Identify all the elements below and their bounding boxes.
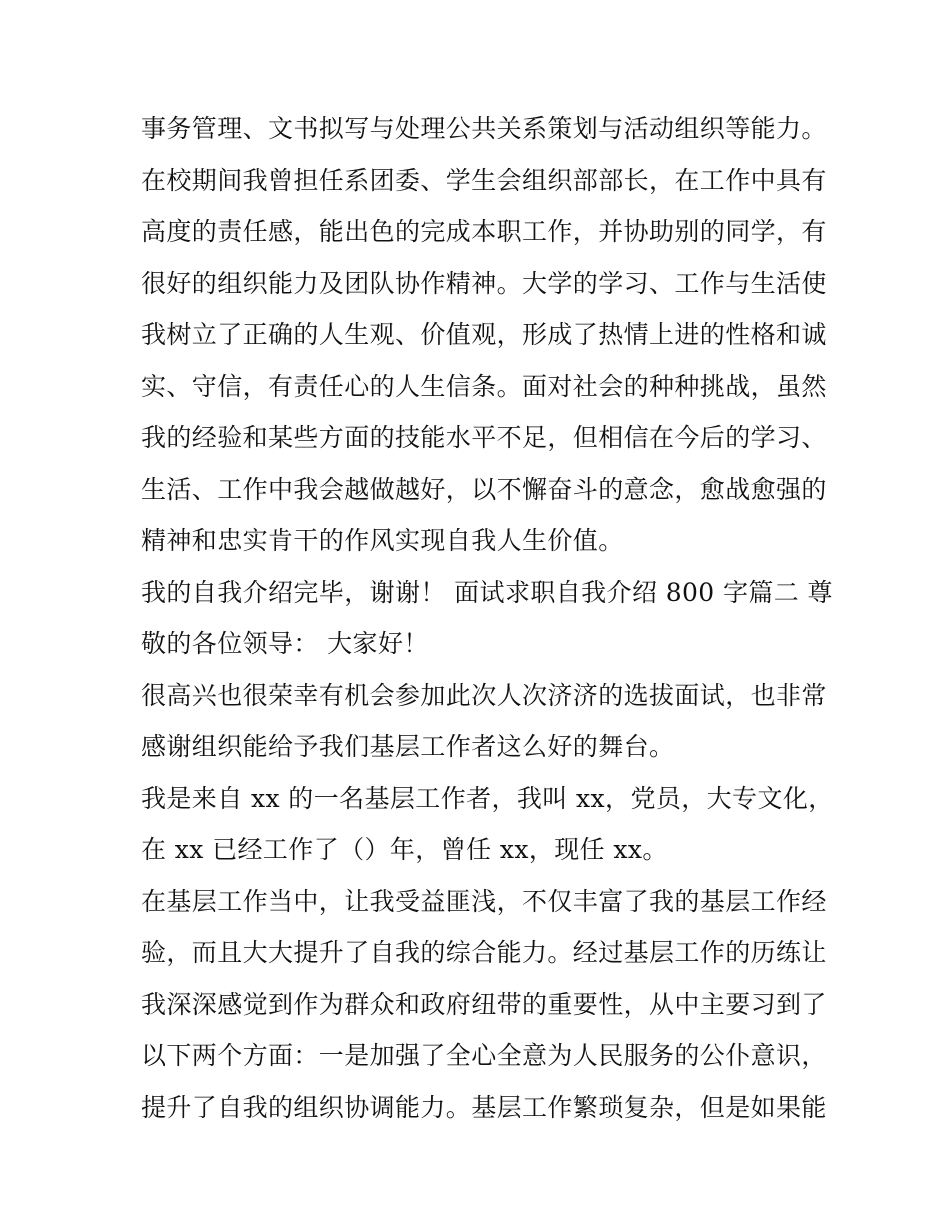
text-line: 我是来自 xx 的一名基层工作者，我叫 xx，党员，大专文化，: [141, 783, 834, 813]
text-line: 以下两个方面：一是加强了全心全意为人民服务的公仆意识，: [141, 1041, 827, 1070]
text-line: 事务管理、文书拟写与处理公共关系策划与活动组织等能力。: [141, 114, 827, 143]
text-line: 实、守信，有责任心的人生信条。面对社会的种种挑战，虽然: [141, 371, 827, 401]
text-line: 提升了自我的组织协调能力。基层工作繁琐复杂，但是如果能: [141, 1092, 827, 1122]
text-line: 高度的责任感，能出色的完成本职工作，并协助别的同学，有: [141, 217, 827, 246]
text-line: 生活、工作中我会越做越好，以不懈奋斗的意念，愈战愈强的: [141, 474, 827, 504]
text-line: 在校期间我曾担任系团委、学生会组织部部长，在工作中具有: [141, 165, 827, 195]
text-line: 敬的各位领导： 大家好！: [141, 629, 429, 658]
text-line: 我深深感觉到作为群众和政府纽带的重要性，从中主要习到了: [141, 989, 827, 1019]
text-line: 我的经验和某些方面的技能水平不足，但相信在今后的学习、: [141, 423, 827, 452]
text-line: 我树立了正确的人生观、价值观，形成了热情上进的性格和诚: [141, 320, 827, 349]
text-line: 在 xx 已经工作了（）年，曾任 xx，现任 xx。: [141, 835, 668, 864]
text-line: 很高兴也很荣幸有机会参加此次人次济济的选拔面试，也非常: [141, 680, 827, 710]
text-line: 验，而且大大提升了自我的综合能力。经过基层工作的历练让: [141, 938, 827, 967]
text-line: 在基层工作当中，让我受益匪浅，不仅丰富了我的基层工作经: [141, 886, 827, 916]
text-line: 我的自我介绍完毕，谢谢！ 面试求职自我介绍 800 字篇二 尊: [141, 577, 833, 607]
text-line: 很好的组织能力及团队协作精神。大学的学习、工作与生活使: [141, 268, 827, 298]
body-text: [141, 107, 834, 1137]
text-line: 精神和忠实肯干的作风实现自我人生价值。: [141, 526, 624, 555]
text-line: 感谢组织能给予我们基层工作者这么好的舞台。: [141, 732, 675, 761]
